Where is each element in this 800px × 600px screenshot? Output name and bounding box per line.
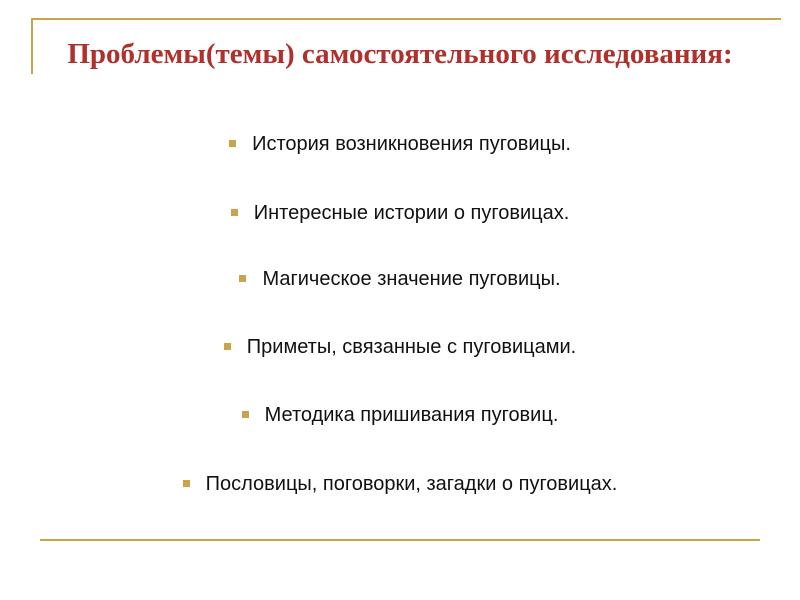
list-item-text: Пословицы, поговорки, загадки о пуговицах. (205, 473, 618, 495)
list-item-text: Методика пришивания пуговиц. (264, 404, 559, 426)
slide-title: Проблемы(темы) самостоятельного исследования: (67, 38, 733, 70)
square-bullet-icon (242, 411, 249, 418)
left-rule (31, 18, 33, 74)
top-rule (31, 18, 781, 20)
list-item (0, 402, 800, 428)
square-bullet-icon (229, 140, 236, 147)
square-bullet-icon (183, 480, 190, 487)
square-bullet-icon (231, 209, 238, 216)
list-item (0, 471, 800, 497)
list-item (0, 266, 800, 292)
list-item-text: История возникновения пуговицы. (252, 133, 571, 155)
list-item (0, 131, 800, 157)
list-item-text: Приметы, связанные с пуговицами. (246, 336, 577, 358)
list-item (0, 200, 800, 226)
square-bullet-icon (224, 343, 231, 350)
bottom-rule (40, 539, 760, 541)
list-item-text: Магическое значение пуговицы. (262, 268, 561, 290)
square-bullet-icon (239, 275, 246, 282)
list-item (0, 334, 800, 360)
list-item-text: Интересные истории о пуговицах. (253, 202, 570, 224)
